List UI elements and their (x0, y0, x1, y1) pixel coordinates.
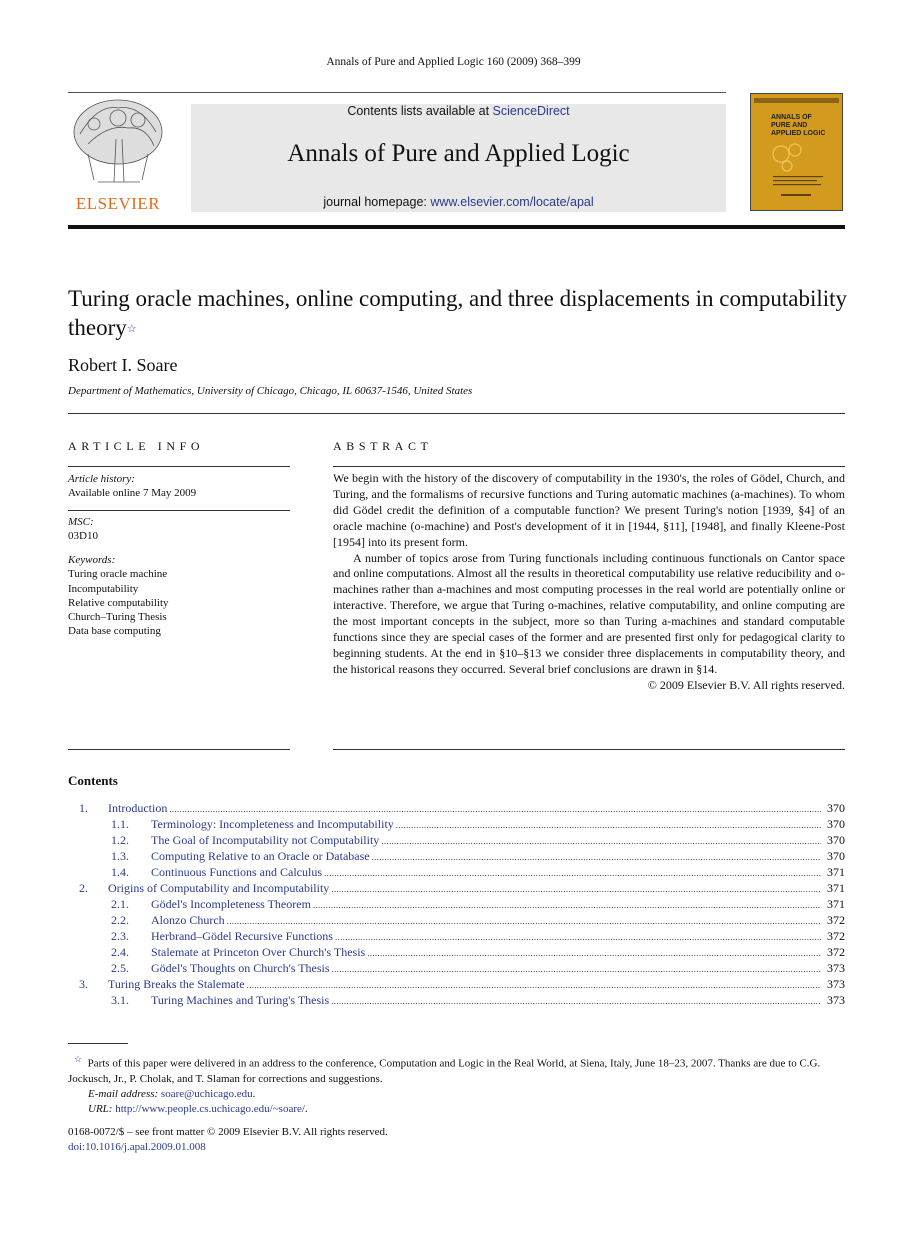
abstract-paragraph: A number of topics arose from Turing functionals including continuous functionals on Cantor space and online computations. Almost all the results in theoretical computability use relative reducibility and o-machines rather than a-machines and most computing processes in the real world are potentially online or interactive. Therefore, we argue that Turing o-machines, relative computability, and online computing are the most important concepts in the subject, more so than Turing a-machines and standard computable functions since they are special cases of the former and are presented first only for pedagogical clarity to beginning students. At the end in §10–§13 we consider three displacements in computability theory, and the historical reasons they occurred. Several brief conclusions are drawn in §14. (333, 550, 845, 676)
toc-entry-page: 373 (827, 961, 845, 975)
toc-entry-number: 2.1. (111, 897, 129, 911)
keyword: Incomputability (68, 582, 139, 595)
toc-entry-page: 370 (827, 849, 845, 863)
toc-entry[interactable] (68, 913, 845, 929)
title-footnote-mark[interactable]: ☆ (126, 323, 137, 335)
journal-homepage (191, 195, 726, 209)
msc-label: MSC: (68, 516, 94, 528)
article-info-bottom-rule (68, 749, 290, 750)
toc-entry-page: 371 (827, 881, 845, 895)
cover-title: ANNALS OF PURE AND APPLIED LOGIC (771, 114, 826, 137)
doi-link[interactable]: doi:10.1016/j.apal.2009.01.008 (68, 1141, 206, 1153)
toc-entry-page: 373 (827, 993, 845, 1007)
toc-entry[interactable] (68, 929, 845, 945)
toc-entry-number: 2.5. (111, 961, 129, 975)
toc-entry-title[interactable]: Alonzo Church (151, 913, 225, 927)
toc-entry-title[interactable]: Herbrand–Gödel Recursive Functions (151, 929, 333, 943)
cover-art-icon (751, 94, 842, 210)
journal-title: Annals of Pure and Applied Logic (287, 140, 630, 167)
toc-entry-number: 1. (79, 801, 88, 815)
email-label: E-mail address: (88, 1087, 159, 1100)
contents-heading: Contents (68, 773, 118, 788)
toc-leader-dots (367, 945, 821, 960)
toc-entry-title[interactable]: The Goal of Incomputability not Computability (151, 833, 380, 847)
toc-leader-dots (331, 881, 821, 896)
msc-value: 03D10 (68, 530, 98, 543)
toc-entry-number: 2. (79, 881, 88, 895)
abstract-heading: ABSTRACT (333, 439, 433, 453)
footnote-mark: ☆ (74, 1054, 83, 1064)
toc-entry[interactable] (68, 849, 845, 865)
toc-entry-page: 370 (827, 817, 845, 831)
article-title-text: Turing oracle machines, online computing, and three displacements in computability theory (68, 286, 848, 340)
contents-availability (191, 104, 726, 118)
toc-entry-title[interactable]: Gödel's Thoughts on Church's Thesis (151, 961, 330, 975)
toc-entry-number: 2.3. (111, 929, 129, 943)
toc-leader-dots (247, 977, 821, 992)
footnote-text: Parts of this paper were delivered in an address to the conference, Computation and Logic in the Real World, at Siena, Italy, June 18–23, 2007. Thanks are due to C.G. Jockusch, Jr., P. Cholak, and T. Slaman for corrections and suggestions. (68, 1057, 821, 1085)
toc-entry[interactable] (68, 817, 845, 833)
toc-leader-dots (331, 993, 821, 1008)
toc-entry-page: 372 (827, 945, 845, 959)
journal-cover-thumbnail[interactable] (750, 93, 843, 211)
keywords-block (68, 553, 290, 639)
homepage-prefix: journal homepage: (323, 195, 431, 209)
abstract-paragraph: We begin with the history of the discovery of computability in the 1930's, the roles of Gödel, Church, and Turing, and the formalisms of recursive functions and Turing automatic machines (a-machines). To whom did Gödel credit the definition of a computable function? We present Turing's notion [1939, §4] of an oracle machine (o-machine) and Post's development of it in [1944, §11], [1948], and finally Kleene-Post [1954] into its present form. (333, 471, 845, 549)
toc-entry-page: 371 (827, 897, 845, 911)
toc-entry-title[interactable]: Computing Relative to an Oracle or Database (151, 849, 370, 863)
elsevier-tree-icon (68, 94, 168, 192)
article-history-value: Available online 7 May 2009 (68, 487, 197, 500)
elsevier-logo[interactable] (68, 94, 168, 214)
toc-entry-page: 372 (827, 929, 845, 943)
abstract-body (333, 471, 845, 694)
toc-entry-number: 3. (79, 977, 88, 991)
footnote-rule (68, 1043, 128, 1044)
elsevier-wordmark: ELSEVIER (75, 194, 161, 213)
toc-entry-number: 3.1. (111, 993, 129, 1007)
toc-entry-page: 371 (827, 865, 845, 879)
toc-entry-title[interactable]: Origins of Computability and Incomputability (108, 881, 330, 895)
toc-entry-number: 1.3. (111, 849, 129, 863)
url-label: URL: (88, 1102, 113, 1115)
abstract-copyright: © 2009 Elsevier B.V. All rights reserved. (647, 677, 845, 692)
toc-entry-page: 372 (827, 913, 845, 927)
article-history-label: Article history: (68, 473, 135, 485)
toc-entry-number: 2.2. (111, 913, 129, 927)
article-info-top-rule (68, 466, 290, 467)
toc-entry-title[interactable]: Continuous Functions and Calculus (151, 865, 322, 879)
msc-block (68, 515, 290, 544)
toc-leader-dots (227, 913, 821, 928)
article-history (68, 472, 290, 501)
toc-leader-dots (169, 801, 821, 816)
toc-leader-dots (332, 961, 821, 976)
article-title (68, 284, 848, 342)
keyword: Relative computability (68, 596, 169, 609)
toc-entry-number: 1.4. (111, 865, 129, 879)
toc-entry[interactable] (68, 945, 845, 961)
toc-entry-number: 2.4. (111, 945, 129, 959)
toc-entry[interactable] (68, 865, 845, 881)
toc-leader-dots (335, 929, 821, 944)
footnote: ☆ Parts of this paper were delivered in an address to the conference, Computation and Logic in the Real World, at Siena, Italy, June 18–23, 2007. Thanks are due to C.G. Jockusch, Jr., P. Cholak, and T. Slaman for corrections and suggestions. E-mail address: soare@uchicago.edu. URL: http://www.people.cs.uchicago.edu/~soare/. (68, 1054, 821, 1115)
toc-entry-number: 1.2. (111, 833, 129, 847)
title-divider (68, 413, 845, 414)
running-head: Annals of Pure and Applied Logic 160 (2009) 368–399 (326, 56, 581, 68)
toc-leader-dots (324, 865, 821, 880)
header-top-rule (68, 92, 726, 93)
toc-entry[interactable] (68, 977, 845, 993)
front-matter-info (68, 1125, 388, 1155)
toc-entry[interactable] (68, 993, 845, 1009)
issn-line: 0168-0072/$ – see front matter © 2009 Elsevier B.V. All rights reserved. (68, 1126, 388, 1138)
toc-entry-page: 370 (827, 801, 845, 815)
keyword: Church–Turing Thesis (68, 611, 167, 624)
toc-entry-title[interactable]: Turing Breaks the Stalemate (108, 977, 245, 991)
contents-prefix: Contents lists available at (347, 104, 493, 118)
homepage-url-link[interactable]: http://www.people.cs.uchicago.edu/~soare/ (115, 1102, 305, 1115)
toc-entry[interactable] (68, 961, 845, 977)
keywords-label: Keywords: (68, 554, 116, 566)
toc-entry[interactable] (68, 833, 845, 849)
toc-entry-title[interactable]: Gödel's Incompleteness Theorem (151, 897, 311, 911)
toc-entry[interactable] (68, 897, 845, 913)
sciencedirect-link[interactable]: ScienceDirect (492, 104, 570, 118)
header-thick-rule (68, 225, 845, 229)
article-info-separator (68, 510, 290, 511)
toc-entry-title[interactable]: Turing Machines and Turing's Thesis (151, 993, 330, 1007)
toc-entry-title[interactable]: Stalemate at Princeton Over Church's Thesis (151, 945, 366, 959)
author-name: Robert I. Soare (68, 355, 178, 375)
toc-leader-dots (372, 849, 821, 864)
toc-entry[interactable] (68, 881, 845, 897)
toc-leader-dots (396, 817, 821, 832)
author-affiliation: Department of Mathematics, University of Chicago, Chicago, IL 60637-1546, United States (68, 385, 473, 397)
journal-masthead (191, 104, 726, 212)
toc-entry-title[interactable]: Terminology: Incompleteness and Incomputability (151, 817, 394, 831)
homepage-link[interactable]: www.elsevier.com/locate/apal (430, 195, 594, 209)
toc-entry-title[interactable]: Introduction (108, 801, 168, 815)
toc-leader-dots (313, 897, 821, 912)
toc-entry[interactable] (68, 801, 845, 817)
toc-entry-page: 370 (827, 833, 845, 847)
keyword: Data base computing (68, 625, 161, 638)
email-link[interactable]: soare@uchicago.edu (160, 1087, 253, 1100)
toc-entry-number: 1.1. (111, 817, 129, 831)
toc-entry-page: 373 (827, 977, 845, 991)
keyword: Turing oracle machine (68, 568, 168, 581)
abstract-bottom-rule (333, 749, 845, 750)
abstract-top-rule (333, 466, 845, 467)
toc-leader-dots (381, 833, 821, 848)
article-info-heading: ARTICLE INFO (68, 439, 205, 453)
